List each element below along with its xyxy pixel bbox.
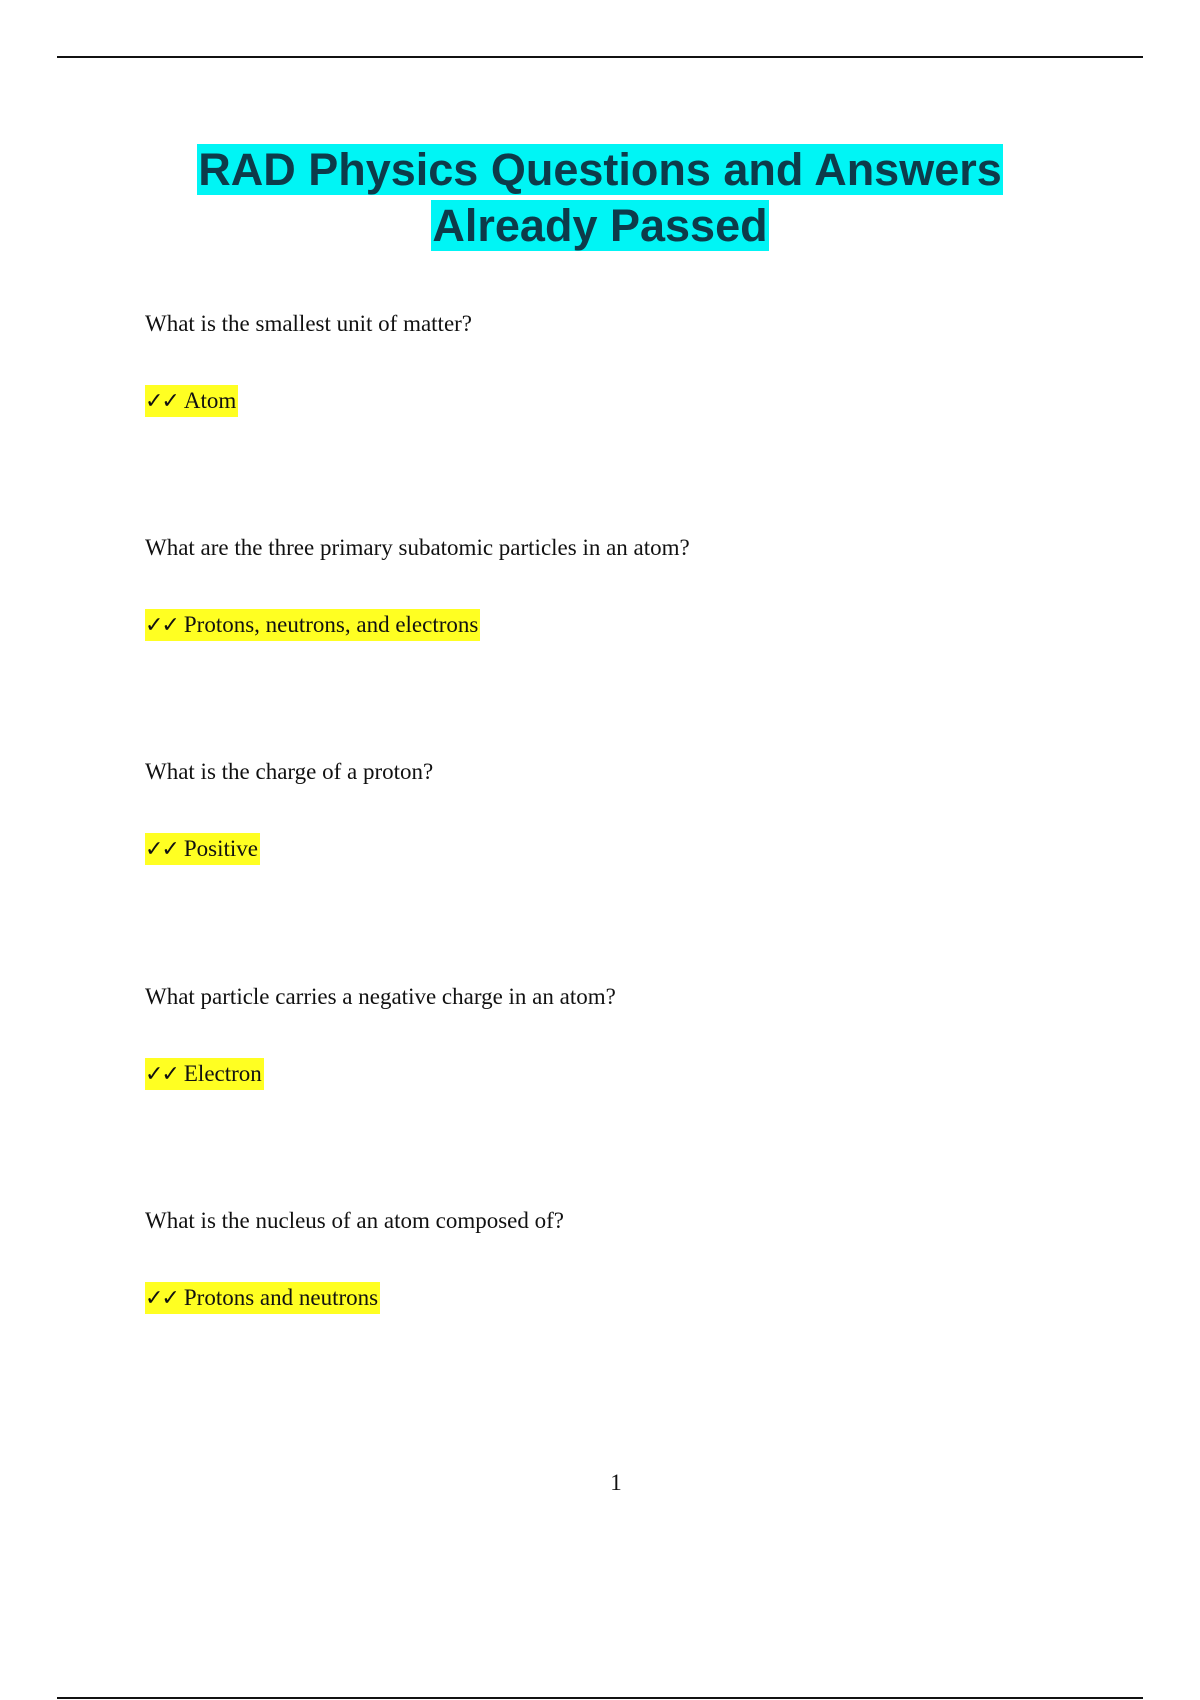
answer-text: Electron bbox=[183, 1061, 262, 1086]
top-rule bbox=[57, 56, 1143, 58]
answer-highlight bbox=[145, 1282, 380, 1314]
double-check-icon: ✓✓ bbox=[145, 389, 178, 414]
double-check-icon: ✓✓ bbox=[145, 837, 178, 862]
answer-text: Protons and neutrons bbox=[183, 1285, 379, 1310]
answer-highlight bbox=[145, 833, 260, 865]
question-text: What are the three primary subatomic particles in an atom? bbox=[145, 535, 690, 560]
double-check-icon: ✓✓ bbox=[145, 613, 178, 638]
answer-highlight bbox=[145, 385, 238, 417]
page-title bbox=[0, 142, 1200, 254]
question-text: What is the charge of a proton? bbox=[145, 759, 434, 784]
title-line-2: Already Passed bbox=[432, 200, 768, 251]
question-text: What is the nucleus of an atom composed of? bbox=[145, 1208, 564, 1233]
answer-text: Atom bbox=[183, 388, 237, 413]
answer-text: Positive bbox=[183, 836, 258, 861]
answer-highlight bbox=[145, 1058, 264, 1090]
answer-highlight bbox=[145, 609, 480, 641]
page-number: 1 bbox=[610, 1470, 622, 1495]
question-text: What particle carries a negative charge in an atom? bbox=[145, 984, 616, 1009]
answer-text: Protons, neutrons, and electrons bbox=[183, 612, 479, 637]
bottom-rule bbox=[57, 1697, 1143, 1699]
title-line-1: RAD Physics Questions and Answers bbox=[198, 144, 1002, 195]
double-check-icon: ✓✓ bbox=[145, 1286, 178, 1311]
question-text: What is the smallest unit of matter? bbox=[145, 311, 473, 336]
double-check-icon: ✓✓ bbox=[145, 1062, 178, 1087]
